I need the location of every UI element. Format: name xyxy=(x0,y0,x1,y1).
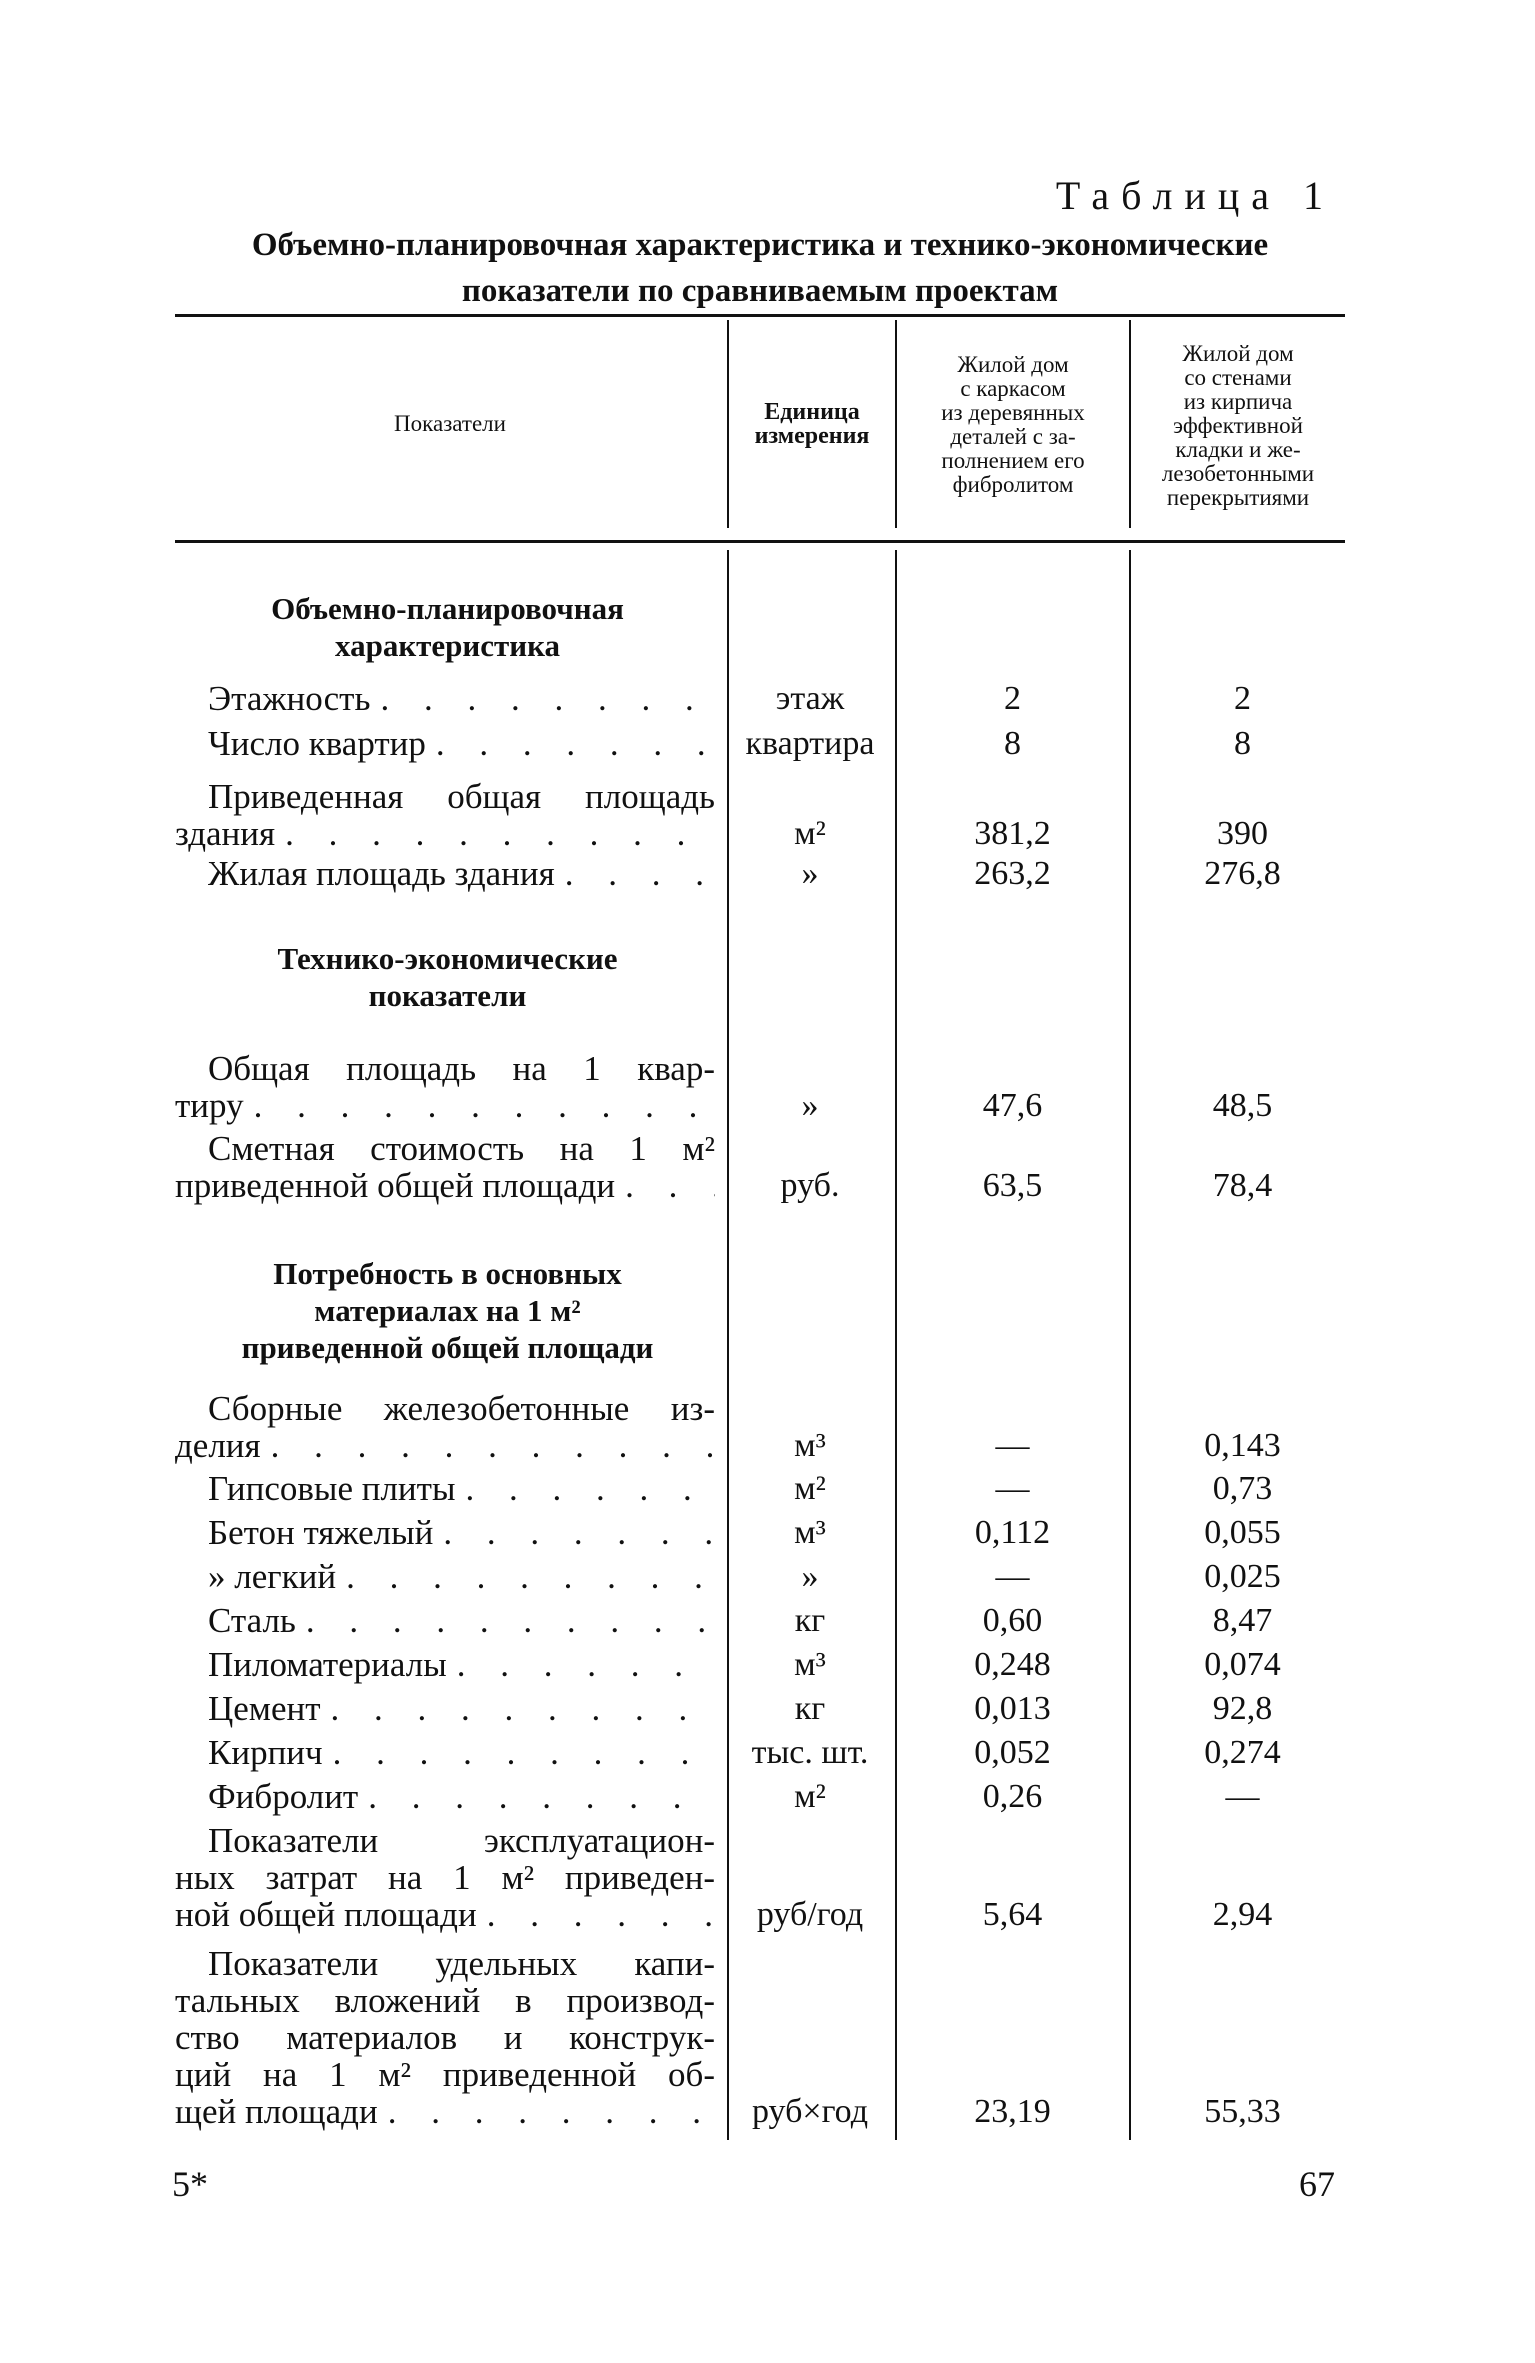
row-unit: » xyxy=(801,1558,819,1595)
header-house-b-line: кладки и же- xyxy=(1175,437,1301,462)
row-value-house-a: 381,2 xyxy=(974,815,1051,852)
row-label-text: » легкий xyxy=(208,1557,337,1596)
row-unit: этаж xyxy=(775,680,845,717)
section-heading-line: материалах на 1 м² xyxy=(314,1293,581,1328)
row-value-house-b: 0,074 xyxy=(1204,1646,1281,1683)
row-label-line xyxy=(175,1602,715,1639)
row-label xyxy=(175,1690,715,1727)
header-house-b-line: со стенами xyxy=(1184,365,1292,390)
row-label-text: Общая площадь на 1 квар- xyxy=(208,1049,715,1088)
row-value-house-b: 276,8 xyxy=(1204,855,1281,892)
row-label-text: Показатели эксплуатацион- xyxy=(208,1821,715,1860)
row-label xyxy=(175,1778,715,1815)
row-label-text: щей площади xyxy=(175,2092,378,2131)
row-unit: м³ xyxy=(794,1646,826,1683)
row-unit: тыс. шт. xyxy=(751,1734,869,1771)
row-value-house-a: 0,26 xyxy=(982,1778,1043,1815)
header-house-a-line: фибролитом xyxy=(952,472,1074,497)
row-value-house-b: 48,5 xyxy=(1212,1087,1273,1124)
row-value-house-b: 55,33 xyxy=(1204,2093,1281,2130)
row-label-text: Цемент xyxy=(208,1689,321,1728)
row-label-text: Жилая площадь здания xyxy=(208,854,555,893)
leader-dots xyxy=(275,815,715,852)
row-label-text: Фибролит xyxy=(208,1777,359,1816)
row-value-house-b: 0,73 xyxy=(1212,1470,1273,1507)
row-unit: руб. xyxy=(780,1167,840,1204)
row-value-house-b: 0,143 xyxy=(1204,1427,1281,1464)
row-label-line xyxy=(175,1390,715,1427)
row-label-text: делия xyxy=(175,1426,261,1465)
section-heading-line: показатели xyxy=(368,978,527,1013)
section-heading-economics xyxy=(175,940,720,1014)
row-label-line xyxy=(175,1778,715,1815)
leader-dots xyxy=(426,725,715,762)
row-value-house-a: 8 xyxy=(1004,725,1021,762)
row-label-text: тиру xyxy=(175,1086,244,1125)
header-house-b-line: перекрытиями xyxy=(1166,485,1310,510)
row-unit: м² xyxy=(794,1778,826,1815)
row-label-text: Пиломатериалы xyxy=(208,1645,447,1684)
row-value-house-b: 78,4 xyxy=(1212,1167,1273,1204)
row-label-line xyxy=(175,1646,715,1683)
row-value-house-a: 0,013 xyxy=(974,1690,1051,1727)
header-house-a-line: деталей с за- xyxy=(950,424,1076,449)
row-value-house-a: 0,248 xyxy=(974,1646,1051,1683)
row-label xyxy=(175,1945,715,2130)
row-value-house-b: 0,055 xyxy=(1204,1514,1281,1551)
row-label xyxy=(175,1514,715,1551)
row-label-text: Гипсовые плиты xyxy=(208,1469,456,1508)
row-label-text: ций на 1 м² приведенной об- xyxy=(175,2055,715,2094)
row-value-house-a: 5,64 xyxy=(982,1896,1043,1933)
row-unit: квартира xyxy=(745,725,875,762)
row-label-text: Сталь xyxy=(208,1601,296,1640)
row-unit: » xyxy=(801,855,819,892)
leader-dots xyxy=(321,1690,715,1727)
row-label xyxy=(175,855,715,892)
row-label xyxy=(175,1602,715,1639)
header-house-a xyxy=(897,330,1129,520)
row-label-line xyxy=(175,1130,715,1167)
row-label-text: Кирпич xyxy=(208,1733,323,1772)
table-label: Таблица 1 xyxy=(1055,173,1335,218)
header-house-b-line: из кирпича xyxy=(1183,389,1293,414)
row-value-house-a: 23,19 xyxy=(974,2093,1051,2130)
row-label-line xyxy=(175,1945,715,1982)
row-label-text: Число квартир xyxy=(208,724,426,763)
row-value-house-b: 8 xyxy=(1234,725,1251,762)
row-value-house-a: 0,60 xyxy=(982,1602,1043,1639)
row-label-line xyxy=(175,1514,715,1551)
row-value-house-a: 263,2 xyxy=(974,855,1051,892)
row-unit: » xyxy=(801,1087,819,1124)
header-unit xyxy=(729,320,895,528)
page-number: 67 xyxy=(1299,2164,1335,2204)
row-label-line xyxy=(175,2056,715,2093)
row-value-house-b: 92,8 xyxy=(1212,1690,1273,1727)
header-unit-line-1: Единица xyxy=(764,399,860,425)
header-house-a-line: Жилой дом xyxy=(957,352,1069,377)
row-value-house-a: 63,5 xyxy=(982,1167,1043,1204)
section-heading-line: характеристика xyxy=(334,628,561,663)
row-label-text: ство материалов и конструк- xyxy=(175,2018,715,2057)
row-unit: кг xyxy=(794,1602,826,1639)
row-label-text: здания xyxy=(175,814,276,853)
title-line-2: показатели по сравниваемым проектам xyxy=(461,273,1059,309)
header-house-b xyxy=(1131,326,1345,526)
row-value-house-a: — xyxy=(995,1558,1030,1595)
row-label-line xyxy=(175,680,715,717)
leader-dots xyxy=(358,1778,715,1815)
header-house-b-line: Жилой дом xyxy=(1182,341,1294,366)
section-heading-materials xyxy=(175,1255,720,1366)
row-label-line xyxy=(175,778,715,815)
row-label xyxy=(175,1734,715,1771)
row-unit: м² xyxy=(794,815,826,852)
section-heading-line: Потребность в основных xyxy=(273,1256,622,1291)
row-value-house-a: 0,112 xyxy=(974,1514,1051,1551)
header-house-b-line: лезобетонными xyxy=(1161,461,1315,486)
row-value-house-b: 2,94 xyxy=(1212,1896,1273,1933)
row-value-house-b: 0,274 xyxy=(1204,1734,1281,1771)
row-label xyxy=(175,1130,715,1204)
row-label-line xyxy=(175,1822,715,1859)
row-value-house-b: 0,025 xyxy=(1204,1558,1281,1595)
row-unit: м² xyxy=(794,1470,826,1507)
row-label-line xyxy=(175,725,715,762)
row-label-text: Приведенная общая площадь xyxy=(208,777,715,816)
row-value-house-b: — xyxy=(1225,1778,1260,1815)
row-value-house-b: 8,47 xyxy=(1212,1602,1273,1639)
row-value-house-a: 47,6 xyxy=(982,1087,1043,1124)
row-label-text: приведенной общей площади xyxy=(175,1166,616,1205)
row-label-line xyxy=(175,1050,715,1087)
row-label-line xyxy=(175,815,715,852)
leader-dots xyxy=(244,1087,715,1124)
leader-dots xyxy=(447,1646,715,1683)
row-label-line xyxy=(175,2019,715,2056)
header-house-a-line: полнением его xyxy=(941,448,1085,473)
header-house-a-line: из деревянных xyxy=(941,400,1085,425)
row-label xyxy=(175,680,715,717)
leader-dots xyxy=(378,2093,715,2130)
row-label-text: тальных вложений в производ- xyxy=(175,1981,715,2020)
row-label-line xyxy=(175,1734,715,1771)
header-indicator xyxy=(175,320,725,528)
row-label xyxy=(175,778,715,852)
header-unit-line-2: измерения xyxy=(754,423,870,449)
row-label-text: Сборные железобетонные из- xyxy=(208,1389,715,1428)
header-house-b-line: эффективной xyxy=(1173,413,1303,438)
column-divider xyxy=(1129,550,1131,2140)
leader-dots xyxy=(555,855,715,892)
row-label-text: ных затрат на 1 м² приведен- xyxy=(175,1858,715,1897)
row-label-text: Этажность xyxy=(208,679,371,718)
leader-dots xyxy=(433,1514,715,1551)
row-label xyxy=(175,725,715,762)
table-top-rule xyxy=(175,314,1345,317)
row-unit: м³ xyxy=(794,1427,826,1464)
section-heading-line: приведенной общей площади xyxy=(241,1330,654,1365)
row-label-line xyxy=(175,1558,715,1595)
header-bottom-rule xyxy=(175,540,1345,543)
row-label-line xyxy=(175,1087,715,1124)
leader-dots xyxy=(370,680,715,717)
header-house-a-line: с каркасом xyxy=(960,376,1066,401)
section-heading-planning xyxy=(175,590,720,664)
leader-dots xyxy=(261,1427,715,1464)
row-label xyxy=(175,1558,715,1595)
row-label xyxy=(175,1822,715,1933)
row-unit: м³ xyxy=(794,1514,826,1551)
row-label-text: Сметная стоимость на 1 м² xyxy=(208,1129,715,1168)
row-label-text: ной общей площади xyxy=(175,1895,477,1934)
row-value-house-a: — xyxy=(995,1427,1030,1464)
row-label-text: Бетон тяжелый xyxy=(208,1513,434,1552)
leader-dots xyxy=(296,1602,715,1639)
row-label xyxy=(175,1470,715,1507)
row-value-house-b: 2 xyxy=(1234,680,1251,717)
table-title xyxy=(175,222,1345,314)
leader-dots xyxy=(336,1558,715,1595)
section-heading-line: Технико-экономические xyxy=(277,941,618,976)
row-label-line xyxy=(175,855,715,892)
row-label-line xyxy=(175,2093,715,2130)
column-divider xyxy=(727,550,729,2140)
leader-dots xyxy=(455,1470,715,1507)
leader-dots xyxy=(615,1167,715,1204)
row-label-line xyxy=(175,1896,715,1933)
row-label xyxy=(175,1050,715,1124)
row-label-text: Показатели удельных капи- xyxy=(208,1944,715,1983)
row-label-line xyxy=(175,1167,715,1204)
leader-dots xyxy=(477,1896,715,1933)
title-line-1: Объемно-планировочная характеристика и технико-экономические xyxy=(251,227,1269,263)
row-value-house-a: 2 xyxy=(1004,680,1021,717)
row-label xyxy=(175,1646,715,1683)
signature-mark: 5* xyxy=(172,2164,208,2204)
row-label-line xyxy=(175,1470,715,1507)
header-indicator-text: Показатели xyxy=(394,411,506,436)
row-label-line xyxy=(175,1982,715,2019)
row-unit: руб/год xyxy=(756,1896,864,1933)
row-label-line xyxy=(175,1427,715,1464)
row-value-house-a: — xyxy=(995,1470,1030,1507)
row-value-house-b: 390 xyxy=(1217,815,1268,852)
row-label xyxy=(175,1390,715,1464)
row-unit: кг xyxy=(794,1690,826,1727)
row-value-house-a: 0,052 xyxy=(974,1734,1051,1771)
section-heading-line: Объемно-планировочная xyxy=(271,591,624,626)
row-unit: руб×год xyxy=(752,2093,868,2130)
column-divider xyxy=(895,550,897,2140)
row-label-line xyxy=(175,1859,715,1896)
leader-dots xyxy=(323,1734,715,1771)
row-label-line xyxy=(175,1690,715,1727)
